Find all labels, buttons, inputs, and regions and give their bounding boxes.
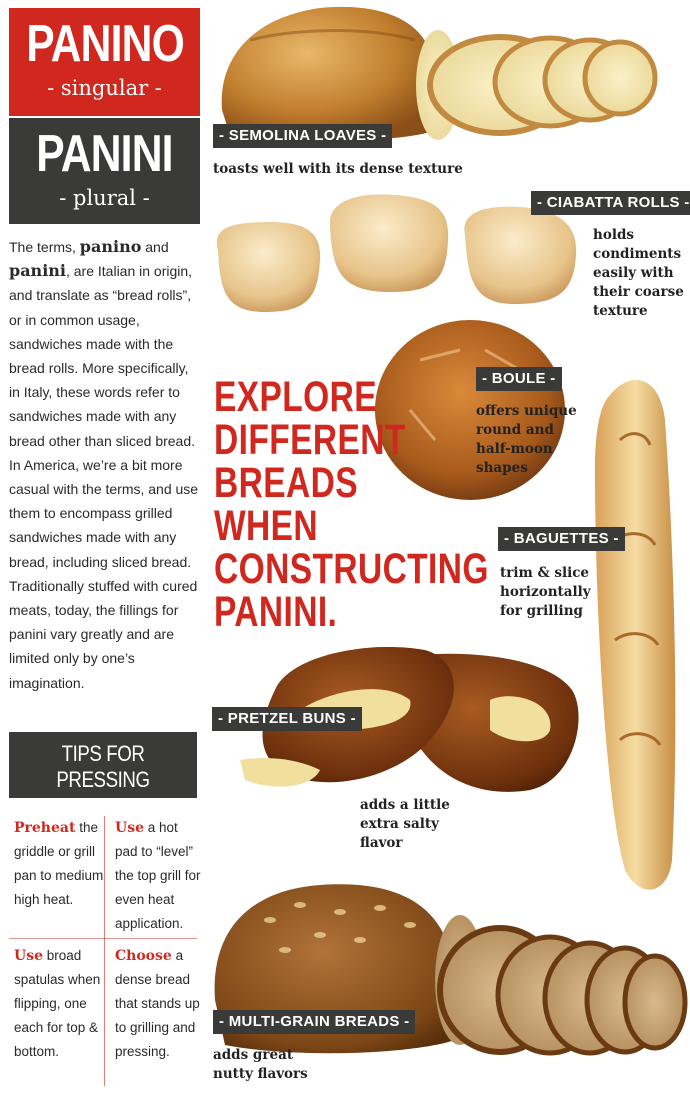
label-semolina-loaves: - SEMOLINA LOAVES - bbox=[213, 124, 392, 148]
desc-pretzel-buns: adds a little extra salty flavor bbox=[360, 797, 450, 851]
desc-multigrain-breads: adds great nutty flavors bbox=[213, 1047, 308, 1082]
label-boule: - BOULE - bbox=[476, 367, 562, 391]
plural-word: PANINI bbox=[36, 125, 173, 183]
singular-label: - singular - bbox=[47, 76, 162, 100]
headline-line: PANINI. bbox=[214, 588, 338, 636]
tip-text: the griddle or grill pan to medium high heat. bbox=[14, 820, 104, 907]
headline-line: BREADS bbox=[214, 459, 358, 507]
tip-text: a dense bread that stands up to grilling and pressing. bbox=[115, 948, 200, 1059]
tip-text: a hot pad to “level” the top grill for even heat application. bbox=[115, 820, 201, 931]
label-multigrain-breads: - MULTI-GRAIN BREADS - bbox=[213, 1010, 415, 1034]
tip-dense-bread bbox=[115, 944, 201, 1064]
intro-text-3: , are Italian in origin, and translate as “bread rolls”, or in common usage, sandwiches made with the bread rolls. More specifically, in Italy, these words refer to sandwiches made with any bread other than sliced bread. In America, we’re a bit more casual with the terms, and use them to encompass grilled sandwiches made with any bread, including sliced bread. Traditionally stuffed with cured meats, today, the fillings for panini vary greatly and are limited only by one’s imagination. bbox=[9, 263, 199, 691]
tip-spatulas bbox=[14, 944, 102, 1064]
intro-text-1: The terms, bbox=[9, 239, 76, 255]
desc-baguettes: trim & slice horizontally for grilling bbox=[500, 565, 591, 619]
tip-keyword: Use bbox=[14, 948, 43, 964]
term-panino: panino bbox=[79, 237, 142, 256]
desc-boule: offers unique round and half-moon shapes bbox=[476, 403, 577, 476]
label-baguettes: - BAGUETTES - bbox=[498, 527, 625, 551]
tip-hot-pad bbox=[115, 816, 201, 936]
explore-headline bbox=[214, 373, 489, 636]
tips-title: TIPS FOR PRESSING bbox=[56, 741, 150, 792]
term-panini: panini bbox=[9, 261, 66, 281]
intro-paragraph bbox=[9, 235, 201, 695]
singular-header bbox=[9, 8, 200, 116]
tips-header bbox=[9, 732, 197, 816]
tip-keyword: Use bbox=[115, 820, 144, 836]
singular-word: PANINO bbox=[26, 15, 184, 73]
semolina-loaf-image bbox=[222, 7, 655, 141]
headline-line: WHEN bbox=[214, 502, 319, 550]
label-pretzel-buns: - PRETZEL BUNS - bbox=[212, 707, 362, 731]
ciabatta-rolls-image bbox=[217, 194, 576, 312]
tip-keyword: Choose bbox=[115, 948, 172, 964]
baguette-image bbox=[595, 380, 675, 890]
headline-line: EXPLORE bbox=[214, 373, 378, 421]
headline-line: CONSTRUCTING bbox=[214, 545, 489, 593]
tip-preheat bbox=[14, 816, 106, 912]
tip-keyword: Preheat bbox=[14, 820, 76, 836]
label-ciabatta-rolls: - CIABATTA ROLLS - bbox=[531, 191, 690, 215]
tips-divider-horizontal bbox=[9, 938, 197, 939]
desc-semolina-loaves: toasts well with its dense texture bbox=[213, 161, 463, 177]
tips-subtitle: - perfect panini - bbox=[35, 797, 171, 816]
intro-text-2: and bbox=[145, 239, 169, 255]
tip-text: broad spatulas when flipping, one each for top & bottom. bbox=[14, 948, 101, 1059]
desc-ciabatta-rolls: holds condiments easily with their coarse texture bbox=[593, 227, 684, 319]
plural-header bbox=[9, 118, 200, 224]
headline-line: DIFFERENT bbox=[214, 416, 406, 464]
plural-label: - plural - bbox=[59, 186, 150, 210]
